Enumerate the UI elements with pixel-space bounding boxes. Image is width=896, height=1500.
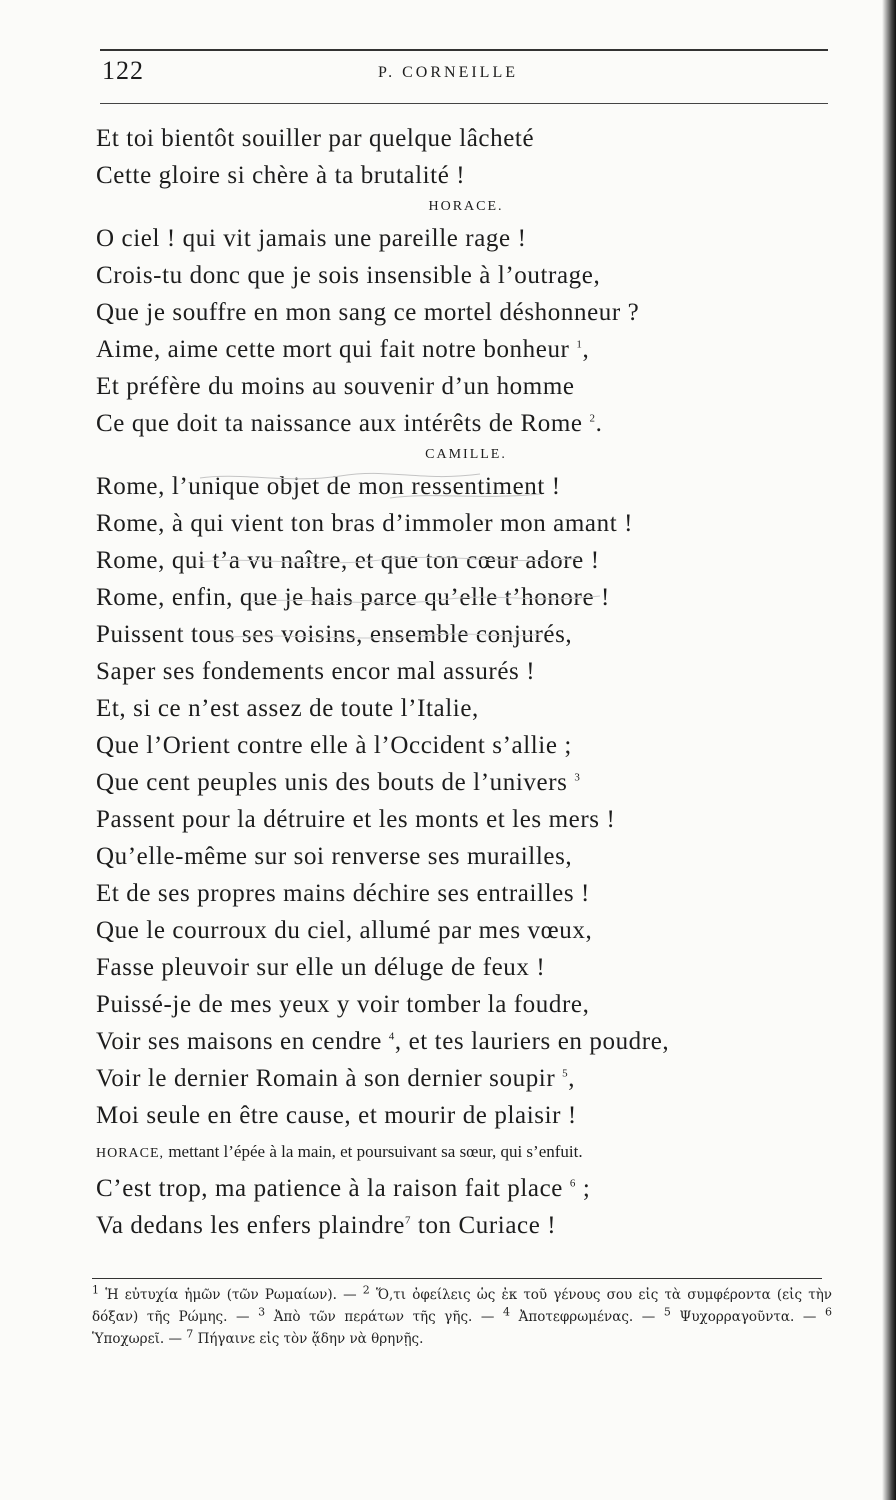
footnote-text: Ὑποχωρεῖ. — [92,1331,187,1347]
verse-text: C’est trop, ma patience à la raison fait place [96,1175,563,1202]
stage-speaker: HORACE, [96,1146,165,1161]
verse-line: Et préfère du moins au souvenir d’un homme [96,373,575,400]
verse-line [96,331,856,368]
footnote-number: 6 [825,1305,833,1319]
footnote-number: 7 [186,1327,194,1341]
verse-line: Moi seule en être cause, et mourir de plaisir ! [96,1102,577,1129]
footnote-rule [92,1278,822,1279]
verse-line: Fasse pleuvoir sur elle un déluge de feux ! [96,954,546,981]
verse-line [96,1060,856,1097]
verse-punct: ; [575,1175,591,1202]
footnote-text: Ἀποτεφρωμένας. — [510,1309,664,1325]
verse-line [96,1023,856,1060]
footnote-mark: 7 [404,1214,412,1227]
verse-punct: , [582,336,590,363]
verse-line [96,1207,856,1244]
verse-line [96,1170,856,1207]
verse-line: Rome, qui t’a vu naître, et que ton cœur adore ! [96,547,600,574]
footnote-mark: 4 [388,1030,395,1043]
verse-line: Et toi bientôt souiller par quelque lâcheté [96,125,535,152]
page-number: 122 [102,56,144,85]
stage-direction [96,1134,856,1170]
footnote-mark: 2 [589,412,596,425]
footnote-text: Ὅ,τι ὀφείλεις ὡς ἐκ τοῦ γένους σου εἰς τὰ συμφέροντα (εἰς τὴν δόξαν) τῆς Ρώμης. — [92,1287,832,1325]
verse-line: Puissent tous ses voisins, ensemble conjurés, [96,621,573,648]
verse-line: Puissé-je de mes yeux y voir tomber la foudre, [96,991,590,1018]
verse-text: Voir ses maisons en cendre [96,1028,382,1055]
verse-text: Voir le dernier Romain à son dernier soupir [96,1065,556,1092]
footnote-mark: 1 [576,338,583,351]
verse-line [96,405,856,442]
verse-text: ton Curiace ! [411,1212,557,1239]
footnote-text: Ψυχορραγοῦντα. — [670,1309,826,1325]
verse-block [96,120,856,1244]
verse-line [96,764,856,801]
footnote-mark: 3 [574,771,581,784]
pencil-scribble [220,634,540,638]
pencil-scribble [250,596,600,603]
footnote-number: 1 [92,1283,99,1297]
verse-line: Que le courroux du ciel, allumé par mes vœux, [96,917,593,944]
footnote-text: Πήγαινε εἰς τὸν ᾅδην νὰ θρηνῇς. [193,1331,424,1347]
verse-line: Et de ses propres mains déchire ses entrailles ! [96,880,590,907]
pencil-scribble [390,494,540,498]
footnote-mark: 6 [569,1177,576,1190]
verse-line: Rome, à qui vient ton bras d’immoler mon amant ! [96,510,634,537]
verse-punct: . [595,410,603,437]
footnote-text: Ἡ εὐτυχία ἡμῶν (τῶν Ρωμαίων). — [99,1287,363,1303]
footnote-number: 4 [503,1305,511,1319]
verse-text: Aime, aime cette mort qui fait notre bonheur [96,336,570,363]
verse-text: Va dedans les enfers plaindre [96,1212,405,1239]
footnote-number: 5 [663,1305,671,1319]
stage-text: mettant l’épée à la main, et poursuivant sa sœur, qui s’enfuit. [164,1142,583,1161]
verse-punct: , [568,1065,576,1092]
footnotes [92,1284,832,1350]
verse-line: Saper ses fondements encor mal assurés ! [96,658,536,685]
speaker-name: CAMILLE. [425,447,507,462]
header-rule [100,103,828,104]
verse-text: Que cent peuples unis des bouts de l’univers [96,769,568,796]
top-rule [100,49,828,51]
running-title: P. CORNEILLE [378,64,518,81]
verse-line: Et, si ce n’est assez de toute l’Italie, [96,695,479,722]
pencil-annotations [180,470,620,650]
verse-line: Cette gloire si chère à ta brutalité ! [96,162,466,189]
verse-line: O ciel ! qui vit jamais une pareille rage ! [96,225,527,252]
pencil-scribble [200,557,580,562]
verse-text: Ce que doit ta naissance aux intérêts de Rome [96,410,583,437]
pencil-scribble [200,473,480,478]
speaker-name: HORACE. [428,199,504,214]
verse-line: Crois-tu donc que je sois insensible à l’outrage, [96,262,601,289]
verse-line: Qu’elle-même sur soi renverse ses murailles, [96,843,573,870]
footnote-mark: 5 [562,1067,569,1080]
verse-text: , et tes lauriers en poudre, [394,1028,670,1055]
page-edge-shadow [882,0,896,1500]
verse-line: Rome, enfin, que je hais parce qu’elle t’honore ! [96,584,610,611]
footnote-number: 3 [258,1305,266,1319]
footnote-number: 2 [362,1283,370,1297]
verse-line: Que l’Orient contre elle à l’Occident s’allie ; [96,732,572,759]
verse-line: Rome, l’unique objet de mon ressentiment ! [96,473,561,500]
verse-line: Que je souffre en mon sang ce mortel déshonneur ? [96,299,640,326]
footnote-text: Ἀπὸ τῶν περάτων τῆς γῆς. — [265,1309,504,1325]
verse-line: Passent pour la détruire et les monts et les mers ! [96,806,616,833]
